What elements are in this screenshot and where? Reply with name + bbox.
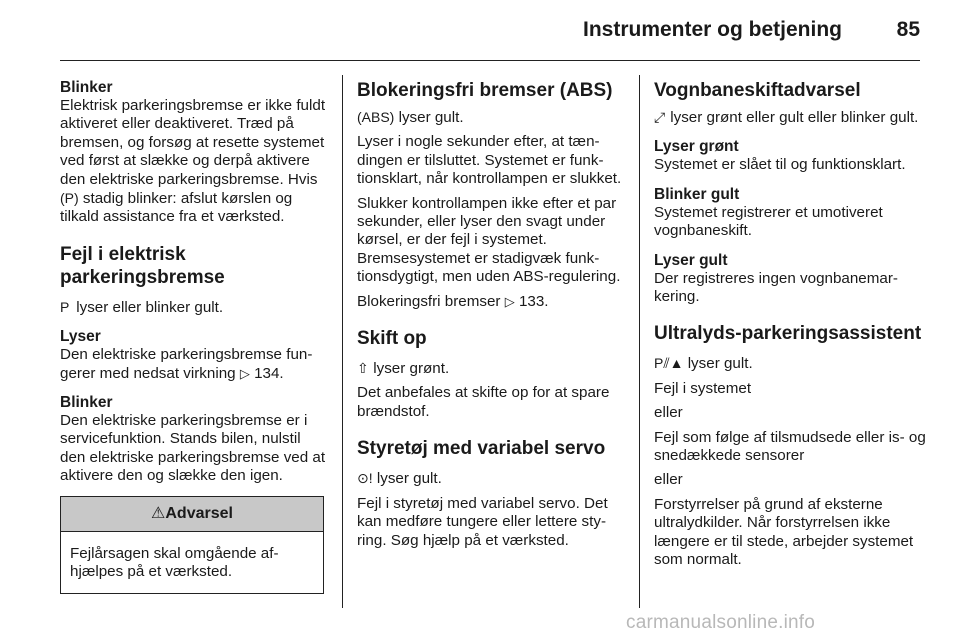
parking-brake-icon: (P) (60, 190, 79, 207)
paragraph-styr-lamp: ⊙! lyser gult. (357, 470, 442, 488)
paragraph-ultra-eller-1: eller (654, 404, 683, 422)
paragraph-abs-2: Slukker kontrollampen ikke efter et par sekunder, eller lyser den svagt under kørsel, er der fejl i systemet. Bremsesystemet er stadigvæk funktionsdygtigt, men uden ABS-regulering. (357, 194, 621, 286)
section-heading-ultralyd: Ultralyds-parkeringsassistent (654, 323, 922, 345)
parking-assist-icon: P⫽▲ (654, 355, 684, 372)
ref-arrow-icon: ▷ (504, 293, 515, 309)
parking-brake-fault-icon: P (60, 298, 70, 315)
paragraph-abs-1: Lyser i nogle sekunder efter, at tændingen er tilsluttet. Systemet er funktionsklart, når kontrollampen er slukket. (357, 133, 622, 188)
page-header (0, 0, 960, 62)
paragraph-blinker: Elektrisk parkeringsbremse er ikke fuldt aktiveret eller deaktiveret. Træd på bremsen, og forsøg at resette systemet ved først at slække og derpå aktivere den elektriske parkeringsbremse. Hvis (P) stadig blinker: afslut kørslen og tilkald assistance fra et værksted. (60, 97, 326, 226)
paragraph-styr: Fejl i styretøj med variabel servo. Det kan medføre tungere eller lettere styring. Søg hjælp på et værksted. (357, 494, 608, 549)
page-title: Instrumenter og betjening (582, 18, 842, 41)
warning-box (60, 496, 324, 594)
paragraph-ultra-eller-2: eller (654, 471, 683, 489)
subheading-lyser: Lyser (60, 328, 101, 346)
paragraph-skift-lamp: ⇧ lyser grønt. (357, 360, 450, 378)
section-heading-vognbane: Vognbaneskiftadvarsel (654, 80, 861, 101)
watermark: carmanualsonline.info (626, 612, 816, 633)
subheading-blinker-gult: Blinker gult (654, 185, 740, 203)
column-divider-1 (342, 75, 343, 608)
paragraph-lyser-gront: Systemet er slået til og funktionsklart. (654, 156, 906, 174)
shift-up-icon: ⇧ (357, 360, 369, 377)
column-middle (357, 76, 627, 556)
section-heading-skift-op: Skift op (357, 328, 427, 350)
column-left (60, 76, 328, 594)
paragraph-fejl: P lyser eller blinker gult. (60, 298, 224, 316)
paragraph-vognbane-lamp: ⤢ lyser grønt eller gult eller blinker gult. (654, 109, 919, 126)
subheading-lyser-gult: Lyser gult (654, 251, 728, 269)
page-reference[interactable]: 134. (254, 364, 284, 382)
section-heading-fejl-parkeringsbremse: Fejl i elektrisk parkeringsbremse (60, 243, 225, 288)
column-right (654, 76, 926, 576)
paragraph-abs-lamp: (ABS) lyser gult. (357, 109, 464, 126)
paragraph-abs-3: Blokeringsfri bremser ▷ 133. (357, 292, 549, 310)
paragraph-lyser: Den elektriske parkeringsbremse fungerer med nedsat virkning ▷ 134. (60, 346, 313, 382)
ref-arrow-icon: ▷ (239, 365, 250, 381)
subheading-lyser-gront: Lyser grønt (654, 138, 739, 156)
column-divider-2 (639, 75, 640, 608)
paragraph-ultra-lamp: P⫽▲ lyser gult. (654, 355, 753, 373)
paragraph-ultra-1: Fejl i systemet (654, 379, 752, 397)
power-steering-icon: ⊙! (357, 470, 373, 487)
section-heading-styretoj: Styretøj med variabel servo (357, 438, 606, 460)
paragraph-skift: Det anbefales at skifte op for at spare brændstof. (357, 384, 610, 420)
paragraph-blinker-gult: Systemet registrerer et umotiveret vognbaneskift. (654, 203, 883, 240)
warning-title: Advarsel (165, 504, 233, 522)
warning-triangle-icon: ⚠ (151, 504, 166, 522)
lane-departure-icon: ⤢ (654, 109, 666, 125)
warning-text: Fejlårsagen skal omgående afhjælpes på et værksted. (70, 544, 279, 581)
subheading-blinker: Blinker (60, 79, 113, 96)
paragraph-blinker-2: Den elektriske parkeringsbremse er i servicefunktion. Stands bilen, nulstil den elektriske parkeringsbremse ved at aktivere den og slække den igen. (60, 412, 326, 485)
paragraph-ultra-3: Forstyrrelser på grund af eksterne ultralydkilder. Når forstyrrelsen ikke længere er til stede, arbejder systemet som normalt. (654, 495, 914, 569)
paragraph-lyser-gult: Der registreres ingen vognbanemarkering. (654, 269, 898, 306)
page-number: 85 (896, 18, 920, 41)
page-reference[interactable]: 133. (518, 292, 549, 310)
header-divider (60, 60, 920, 61)
paragraph-ultra-2: Fejl som følge af tilsmudsede eller is- og snedækkede sensorer (654, 428, 926, 465)
abs-icon: (ABS) (357, 109, 395, 125)
warning-header (61, 497, 323, 532)
section-heading-abs: Blokeringsfri bremser (ABS) (357, 80, 613, 101)
subheading-blinker-2: Blinker (60, 394, 113, 412)
